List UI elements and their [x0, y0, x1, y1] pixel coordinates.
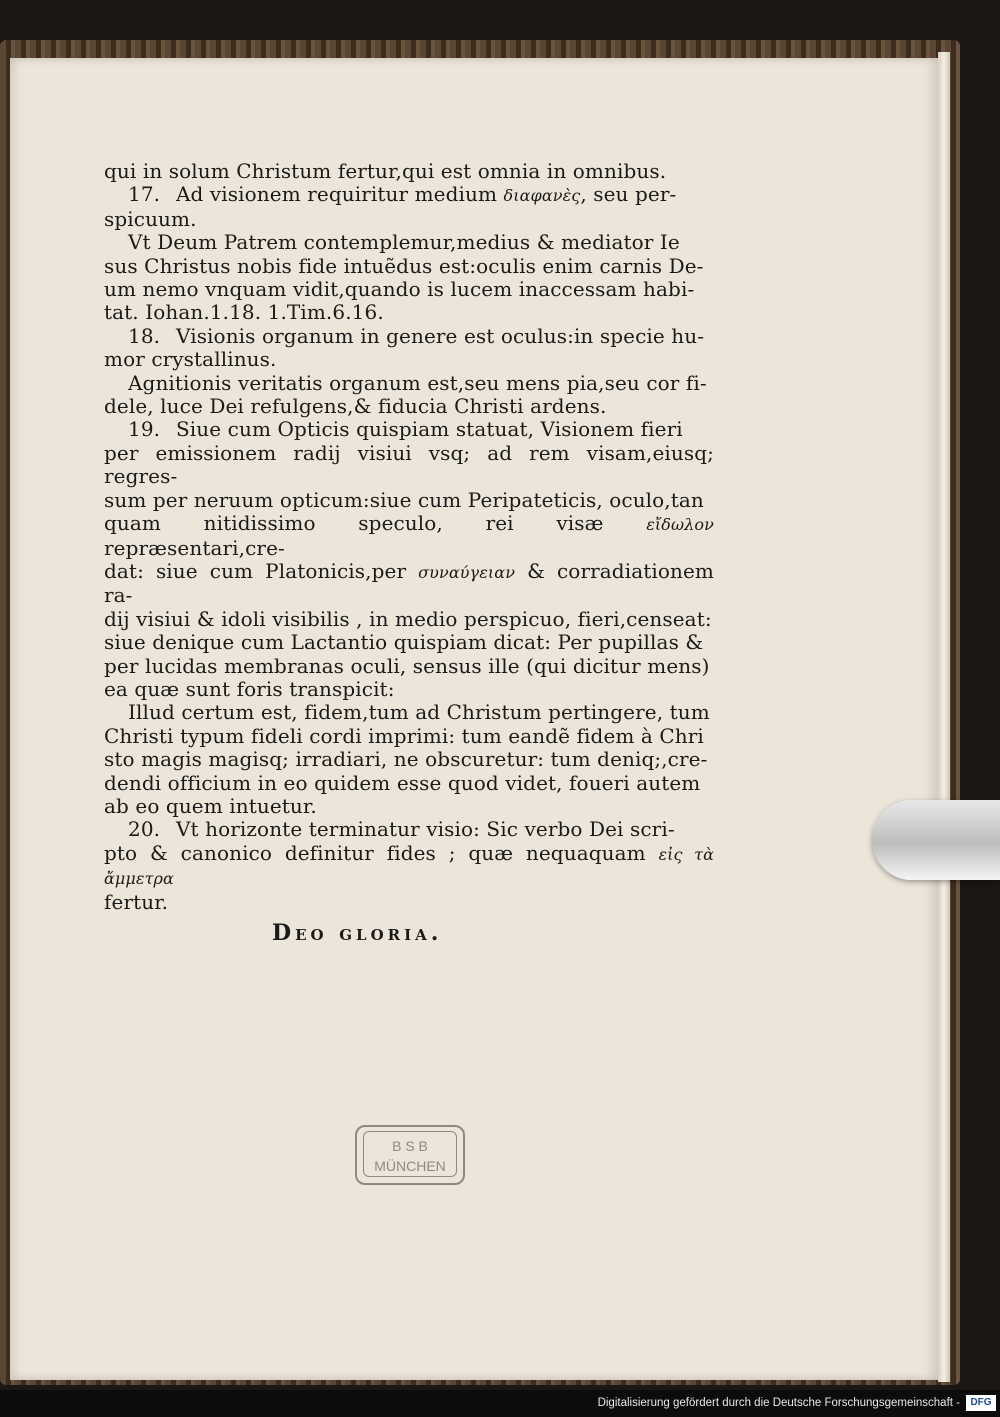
text-line: siue denique cum Lactantio quispiam dicat: Per pupillas & [104, 630, 704, 655]
text-line: dendi officium in eo quidem esse quod videt, foueri autem [104, 770, 701, 795]
text-line: dele, luce Dei refulgens,& fiducia Christi ardens. [104, 394, 607, 419]
text-line: sto magis magisq; irradiari, ne obscuretur: tum deniq;,cre- [104, 747, 708, 772]
scanner-clip [872, 800, 1000, 880]
text-line: Christi typum fideli cordi imprimi: tum eandẽ fidem à Chri [104, 723, 704, 748]
paragraph-number: 17. [128, 182, 161, 207]
text-line: per emissionem radij visiui vsq; ad rem visam,eiusq; regres- [104, 440, 714, 489]
paragraph-17: 17. Ad visionem requiritur medium διαφανὲς, seu per- [128, 182, 677, 207]
footer-credit: Digitalisierung gefördert durch die Deutsche Forschungsgemeinschaft - [597, 1397, 960, 1409]
text-line: quam nitidissimo speculo, rei visæ εἴδωλον repræsentari,cre- [104, 511, 714, 560]
text-line: fertur. [104, 889, 169, 914]
text-line: spicuum. [104, 206, 197, 231]
text-line: qui in solum Christum fertur,qui est omnia in omnibus. [104, 159, 667, 183]
text-line: dat: siue cum Platonicis,per συναύγειαν & corradiationem ra- [104, 558, 714, 608]
text-line: ea quæ sunt foris transpicit: [104, 676, 395, 701]
closing-line: Deo gloria. [272, 920, 443, 946]
text-line: Vt Deum Patrem contemplemur,medius & mediator Ie [128, 230, 680, 255]
greek-word: εἰς τὰ ἄμμετρα [104, 844, 714, 889]
text-line: pto & canonico definitur fides ; quæ nequaquam εἰς τὰ ἄμμετρα [104, 840, 714, 889]
text-line: tat. Iohan.1.18. 1.Tim.6.16. [104, 300, 384, 325]
greek-word: εἴδωλον [646, 515, 714, 535]
paragraph-18: 18. Visionis organum in genere est oculus:in specie hu- [128, 323, 705, 348]
paragraph-number: 20. [128, 817, 161, 842]
text-line: um nemo vnquam vidit,quando is lucem inaccessam habi- [104, 277, 695, 302]
paragraph-19: 19. Siue cum Opticis quispiam statuat, Visionem fieri [128, 417, 683, 442]
text-line: mor crystallinus. [104, 347, 277, 372]
text-line: Illud certum est, fidem,tum ad Christum pertingere, tum [128, 700, 710, 725]
text-line: per lucidas membranas oculi, sensus ille (qui dicitur mens) [104, 653, 710, 678]
page-text [104, 160, 714, 914]
stamp-text: B S B [392, 1138, 428, 1154]
greek-word: συναύγειαν [418, 562, 516, 582]
text-line: sum per neruum opticum:siue cum Peripateticis, oculo,tan [104, 487, 704, 512]
greek-word: διαφανὲς [503, 186, 581, 206]
stamp-text: MÜNCHEN [374, 1158, 446, 1174]
text-line: dij visiui & idoli visibilis , in medio perspicuo, fieri,censeat: [104, 606, 712, 631]
text-line: Agnitionis veritatis organum est,seu mens pia,seu cor fi- [128, 370, 707, 395]
paragraph-number: 18. [128, 323, 161, 348]
dfg-logo: DFG [966, 1395, 996, 1411]
library-stamp [355, 1125, 465, 1185]
paragraph-20: 20. Vt horizonte terminatur visio: Sic verbo Dei scri- [128, 817, 675, 842]
page-edges [938, 52, 950, 1382]
paragraph-number: 19. [128, 417, 161, 442]
stamp-frame [363, 1131, 457, 1177]
text-line: sus Christus nobis fide intuẽdus est:oculis enim carnis De- [104, 253, 704, 278]
text-line: ab eo quem intuetur. [104, 793, 317, 818]
footer-bar [0, 1390, 1000, 1417]
